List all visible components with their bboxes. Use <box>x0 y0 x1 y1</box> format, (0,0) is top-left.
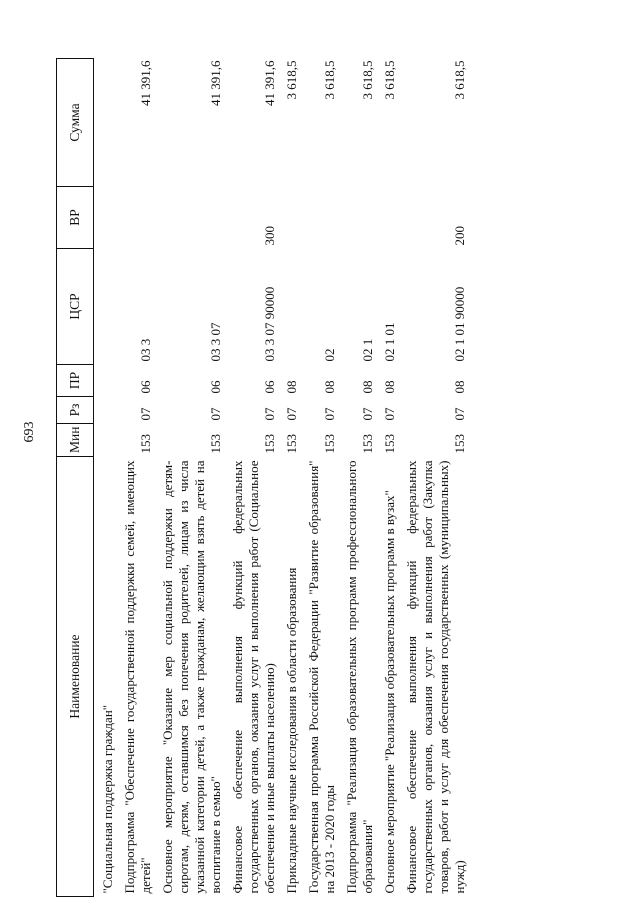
row-pr: 08 <box>360 380 375 394</box>
row-sum: 41 391,6 <box>262 60 277 106</box>
row-csr: 03 3 07 90000 <box>262 286 277 362</box>
row-pr: 06 <box>208 380 223 394</box>
header-csr: ЦСР <box>57 249 94 365</box>
header-rz: Рз <box>57 397 94 424</box>
row-vr <box>303 187 341 249</box>
row-pr: 06 <box>138 380 153 394</box>
table-row <box>303 59 341 897</box>
budget-table <box>56 58 471 897</box>
row-csr <box>281 249 303 365</box>
row-name: Подпрограмма "Обеспечение государственной поддержки семей, имеющих детей" <box>122 460 153 894</box>
row-sum: 3 618,5 <box>360 60 375 100</box>
row-rz: 07 <box>138 407 153 421</box>
row-min: 153 <box>322 434 337 454</box>
row-pr: 08 <box>452 380 467 394</box>
table-header-row <box>57 59 94 897</box>
row-sum: 3 618,5 <box>322 60 337 100</box>
row-min: 153 <box>360 434 375 454</box>
row-sum: 41 391,6 <box>208 60 223 106</box>
table-row <box>379 59 401 897</box>
row-pr: 08 <box>322 380 337 394</box>
row-min <box>94 424 120 457</box>
row-sum: 41 391,6 <box>138 60 153 106</box>
table-row <box>227 59 281 897</box>
row-min: 153 <box>262 434 277 454</box>
row-sum: 3 618,5 <box>284 60 299 100</box>
row-rz <box>94 397 120 424</box>
row-name: Основное мероприятие "Реализация образовательных программ в вузах" <box>382 490 397 894</box>
table-row <box>119 59 157 897</box>
header-sum: Сумма <box>57 59 94 187</box>
table-row <box>341 59 379 897</box>
table-row <box>157 59 227 897</box>
table-row <box>281 59 303 897</box>
row-vr: 200 <box>452 226 467 246</box>
row-min: 153 <box>284 434 299 454</box>
row-csr <box>94 249 120 365</box>
row-csr: 03 3 07 <box>208 322 223 362</box>
row-rz: 07 <box>452 407 467 421</box>
row-rz: 07 <box>360 407 375 421</box>
table-row <box>94 59 120 897</box>
row-csr: 02 1 01 90000 <box>452 286 467 362</box>
row-vr <box>379 187 401 249</box>
row-csr: 02 1 <box>360 338 375 362</box>
row-name: "Социальная поддержка граждан" <box>100 704 115 894</box>
row-sum: 3 618,5 <box>382 60 397 100</box>
header-min: Мин <box>57 424 94 457</box>
row-min: 153 <box>208 434 223 454</box>
row-vr <box>119 187 157 249</box>
row-rz: 07 <box>382 407 397 421</box>
row-min: 153 <box>452 434 467 454</box>
row-name: Подпрограмма "Реализация образовательных программ профессионального образования" <box>344 460 375 894</box>
row-vr <box>157 187 227 249</box>
row-name: Основное мероприятие "Оказание мер социальной поддержки детям-сиротам, детям, оставшимся без попечения родителей, лицам из числа указанной категории детей, а также гражданам, желающим взять детей на воспитание в семью" <box>160 460 223 894</box>
rotated-page <box>56 59 616 897</box>
row-rz: 07 <box>322 407 337 421</box>
row-vr <box>281 187 303 249</box>
row-min: 153 <box>382 434 397 454</box>
row-rz: 07 <box>208 407 223 421</box>
row-rz: 07 <box>262 407 277 421</box>
table-row <box>401 59 471 897</box>
row-csr: 03 3 <box>138 338 153 362</box>
row-vr: 300 <box>262 226 277 246</box>
row-pr: 08 <box>382 380 397 394</box>
header-pr: ПР <box>57 365 94 397</box>
row-pr <box>94 365 120 397</box>
row-csr: 02 <box>322 348 337 362</box>
header-name: Наименование <box>57 457 94 897</box>
header-vr: ВР <box>57 187 94 249</box>
row-name: Государственная программа Российской Федерации "Развитие образования" на 2013 - 2020 годы <box>306 460 337 894</box>
row-name: Финансовое обеспечение выполнения функций федеральных государственных органов, оказания услуг и выполнения работ (Закупка товаров, работ и услуг для обеспечения государственных (муниципальных) нужд) <box>404 460 467 894</box>
row-sum <box>94 59 120 187</box>
row-vr <box>341 187 379 249</box>
row-name: Прикладные научные исследования в области образования <box>284 567 299 894</box>
row-rz: 07 <box>284 407 299 421</box>
row-name: Финансовое обеспечение выполнения функций федеральных государственных органов, оказания услуг и выполнения работ (Социальное обеспечение и иные выплаты населению) <box>230 460 277 894</box>
row-min: 153 <box>138 434 153 454</box>
row-pr: 06 <box>262 380 277 394</box>
page-number: 693 <box>22 421 37 443</box>
row-csr: 02 1 01 <box>382 322 397 362</box>
row-pr: 08 <box>284 380 299 394</box>
row-vr <box>94 187 120 249</box>
row-sum: 3 618,5 <box>452 60 467 100</box>
